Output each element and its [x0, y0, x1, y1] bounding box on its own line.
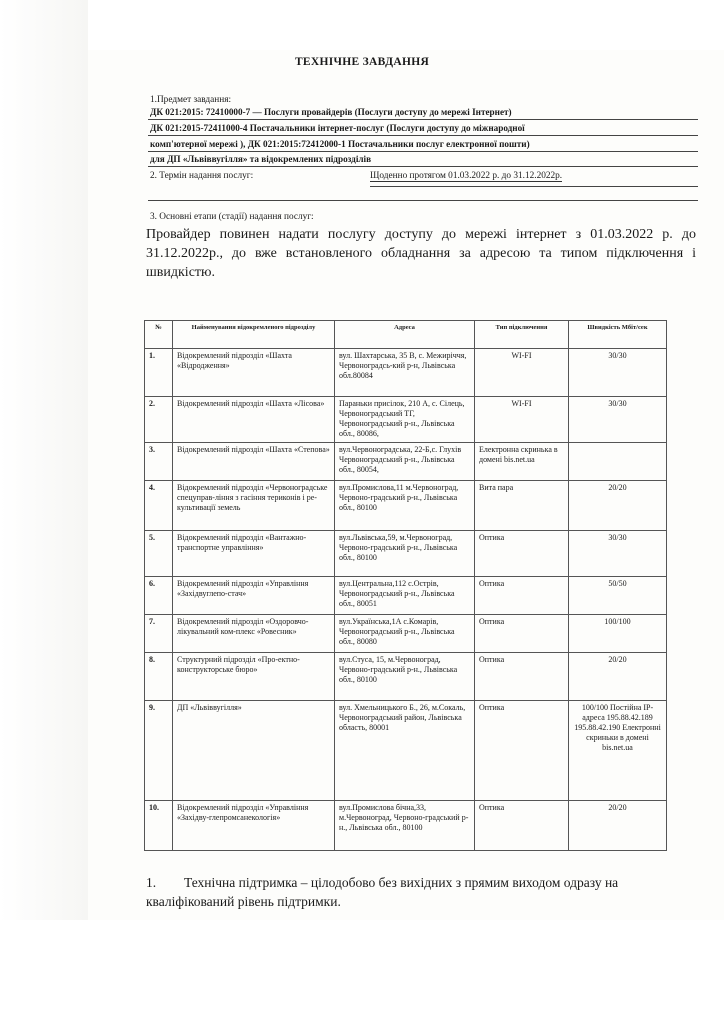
row-name: Структурний підрозділ «Про-ектно-конструкторське бюро» [173, 653, 335, 701]
row-address: вул.Промислова,11 м.Червоноград, Червоно-градський р-н., Львівська обл., 80100 [335, 481, 475, 531]
support-number: 1. [146, 875, 157, 890]
row-speed: 20/20 [569, 481, 667, 531]
table-row [145, 443, 667, 481]
rule [148, 166, 698, 167]
row-number: 1. [145, 349, 173, 397]
row-name: Відокремлений підрозділ «Управління «Західву-глепромсанекологія» [173, 801, 335, 851]
row-speed: 100/100 [569, 615, 667, 653]
row-connection: WI-FI [475, 397, 569, 443]
row-speed: 20/20 [569, 801, 667, 851]
table-row [145, 397, 667, 443]
row-number: 3. [145, 443, 173, 481]
subject-line-2: ДК 021:2015-72411000-4 Постачальники інтернет-послуг (Послуги доступу до міжнародної [150, 123, 525, 133]
row-name: ДП «Львіввугілля» [173, 701, 335, 801]
row-connection: Електронна скринька в домені bis.net.ua [475, 443, 569, 481]
row-speed: 30/30 [569, 397, 667, 443]
row-number: 2. [145, 397, 173, 443]
row-address: вул. Шахтарська, 35 В, с. Межиріччя, Червоноградсь-кий р-н, Львівська обл.80084 [335, 349, 475, 397]
row-number: 4. [145, 481, 173, 531]
row-connection: Оптика [475, 577, 569, 615]
row-address: вул.Львівська,59, м.Червоноград, Червоно-градський р-н., Львівська обл., 80100 [335, 531, 475, 577]
row-connection: Вита пара [475, 481, 569, 531]
row-address: вул.Червоноградська, 22-Б,с. Глухів Червоноградський р-н., Львівська обл., 80054, [335, 443, 475, 481]
page-margin [0, 0, 88, 920]
row-number: 9. [145, 701, 173, 801]
section3-text: Провайдер повинен надати послугу доступу до мережі інтернет з 01.03.2022 р. до 31.12.2022р., до вже встановленого обладнання за адресою та типом підключення і швидкістю. [146, 227, 696, 280]
service-period: Щоденно протягом 01.03.2022 р. до 31.12.2022р. [370, 171, 563, 181]
row-connection: Оптика [475, 801, 569, 851]
row-number: 10. [145, 801, 173, 851]
row-connection: Оптика [475, 701, 569, 801]
locations-table [144, 320, 667, 851]
document-title: ТЕХНІЧНЕ ЗАВДАННЯ [294, 56, 430, 68]
row-name: Відокремлений підрозділ «Червоноградське спецуправ-ління з гасіння териконів і ре-культивації земель [173, 481, 335, 531]
table-row [145, 701, 667, 801]
row-speed: 100/100 Постійна IP-адреса 195.88.42.189 195.88.42.190 Електронні скриньки в домені bis.net.ua [569, 701, 667, 801]
rule [148, 135, 698, 136]
table-row [145, 577, 667, 615]
table-row [145, 531, 667, 577]
row-connection: Оптика [475, 531, 569, 577]
row-connection: Оптика [475, 653, 569, 701]
row-address: вул.Стуса, 15, м.Червоноград, Червоно-градський р-н., Львівська обл., 80100 [335, 653, 475, 701]
rule [148, 151, 698, 152]
row-speed: 30/30 [569, 531, 667, 577]
row-number: 7. [145, 615, 173, 653]
row-address: Параньки присілок, 210 А, с. Сілець, Червоноградський ТГ, Червоноградський р-н., Львівська обл., 80086, [335, 397, 475, 443]
section2-label: 2. Термін надання послуг: [150, 171, 254, 181]
header-connection: Тип підключення [475, 321, 569, 349]
rule [148, 119, 698, 120]
table-row [145, 615, 667, 653]
section1-label: 1.Предмет завдання: [150, 95, 232, 105]
row-number: 5. [145, 531, 173, 577]
row-speed: 30/30 [569, 349, 667, 397]
table-row [145, 481, 667, 531]
row-speed: 20/20 [569, 653, 667, 701]
header-speed: Швидкість Мбіт/сек [569, 321, 667, 349]
table-row [145, 801, 667, 851]
row-speed [569, 443, 667, 481]
row-name: Відокремлений підрозділ «Вантажно-транспортне управління» [173, 531, 335, 577]
row-address: вул.Українська,1А с.Комарів, Червоноградський р-н., Львівська обл., 80080 [335, 615, 475, 653]
row-address: вул.Центральна,112 с.Острів, Червоноградський р-н., Львівська обл., 80051 [335, 577, 475, 615]
row-name: Відокремлений підрозділ «Шахта «Степова» [173, 443, 335, 481]
row-name: Відокремлений підрозділ «Управління «Західвуглепо-стач» [173, 577, 335, 615]
row-name: Відокремлений підрозділ «Шахта «Відродження» [173, 349, 335, 397]
subject-line-3: комп'ютерної мережі ), ДК 021:2015:72412000-1 Постачальники послуг електронної пошти) [150, 139, 530, 149]
table-row [145, 653, 667, 701]
support-paragraph [146, 873, 686, 911]
rule [370, 186, 698, 187]
header-name: Найменування відокремленого підрозділу [173, 321, 335, 349]
row-speed: 50/50 [569, 577, 667, 615]
rule [148, 200, 698, 201]
row-number: 6. [145, 577, 173, 615]
row-address: вул. Хмельницького Б., 26, м.Сокаль, Червоноградський район, Львівська область, 80001 [335, 701, 475, 801]
row-connection: Оптика [475, 615, 569, 653]
row-name: Відокремлений підрозділ «Оздоровчо-лікувальний ком-плекс «Ровесник» [173, 615, 335, 653]
section3-label: 3. Основні етапи (стадії) надання послуг: [150, 212, 314, 222]
row-number: 8. [145, 653, 173, 701]
table-row [145, 349, 667, 397]
subject-line-4: для ДП «Львіввугілля» та відокремлених підрозділів [150, 154, 372, 164]
subject-line-1: ДК 021:2015: 72410000-7 — Послуги провайдерів (Послуги доступу до мережі Інтернет) [150, 107, 512, 117]
row-connection: WI-FI [475, 349, 569, 397]
row-address: вул.Промислова бічна,33, м.Червоноград, Червоно-градський р-н., Львівська обл., 80100 [335, 801, 475, 851]
header-address: Адреса [335, 321, 475, 349]
row-name: Відокремлений підрозділ «Шахта «Лісова» [173, 397, 335, 443]
support-text: Технічна підтримка – цілодобово без вихідних з прямим виходом одразу на кваліфікований рівень підтримки. [146, 875, 619, 909]
header-number: № [145, 321, 173, 349]
table-header-row [145, 321, 667, 349]
